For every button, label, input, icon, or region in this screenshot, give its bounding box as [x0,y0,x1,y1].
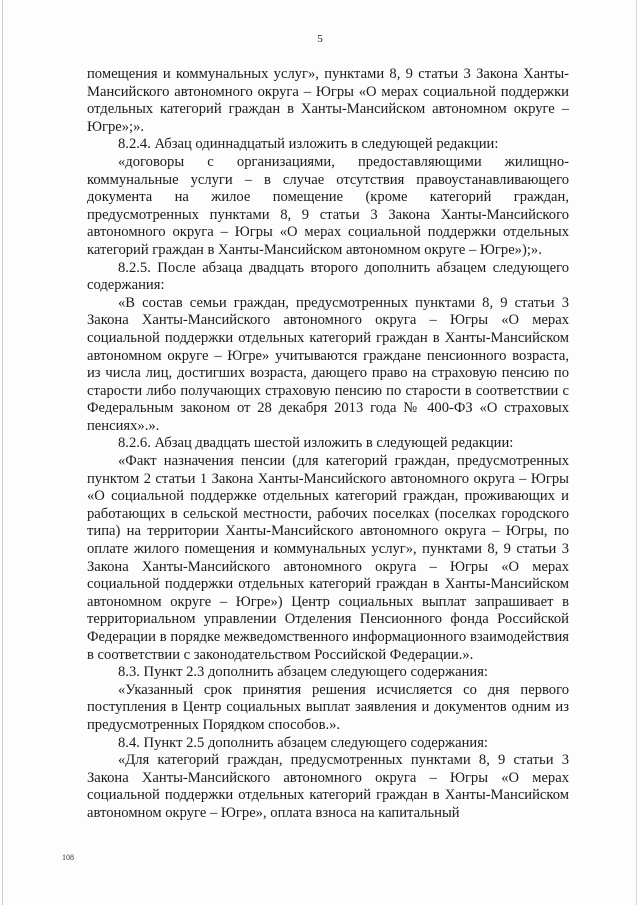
paragraph: помещения и коммунальных услуг», пунктами 8, 9 статьи 3 Закона Ханты-Мансийского автономного округа – Югры «О мерах социальной поддержки отдельных категорий граждан в Ханты-Мансийском автономном округе – Югре»;». [87,66,569,135]
paragraph: 8.2.6. Абзац двадцать шестой изложить в следующей редакции: [118,435,514,452]
paragraph: 8.3. Пункт 2.3 дополнить абзацем следующего содержания: [118,664,488,681]
document-body [87,66,569,823]
paragraph: 8.2.4. Абзац одиннадцатый изложить в следующей редакции: [118,136,499,153]
paragraph: «договоры с организациями, предоставляющими жилищно-коммунальные услуги – в случае отсутствия правоустанавливающего документа на жилое помещение (кроме категорий граждан, предусмотренных пунктами 8, 9 статьи 3 Закона Ханты-Мансийского автономного округа – Югры «О мерах социальной поддержки отдельных категорий граждан в Ханты-Мансийском автономном округе – Югре»);». [87,153,569,258]
paragraph: «Для категорий граждан, предусмотренных пунктами 8, 9 статьи 3 Закона Ханты-Мансийского автономного округа – Югры «О мерах социальной поддержки отдельных категорий граждан в Ханты-Мансийском автономном округе – Югре», оплата взноса на капитальный [87,752,569,821]
page-number: 5 [317,33,323,45]
scan-edge-right [636,0,637,905]
paragraph: «Факт назначения пенсии (для категорий граждан, предусмотренных пунктом 2 статьи 1 Закона Ханты-Мансийского автономного округа – Югры «О социальной поддержке отдельных категорий граждан, проживающих и работающих в сельской местности, рабочих поселках (поселках городского типа) на территории Ханты-Мансийского автономного округа – Югры, по оплате жилого помещения и коммунальных услуг», пунктами 8, 9 статьи 3 Закона Ханты-Мансийского автономного округа – Югры «О мерах социальной поддержки отдельных категорий граждан в Ханты-Мансийском автономном округе – Югре») Центр социальных выплат запрашивает в территориальном управлении Отделения Пенсионного фонда Российской Федерации в порядке межведомственного информационного взаимодействия в соответствии с законодательством Российской Федерации.». [87,453,569,663]
paragraph: 8.2.5. После абзаца двадцать второго дополнить абзацем следующего содержания: [87,259,569,294]
scan-edge-left [2,0,3,905]
paragraph: 8.4. Пункт 2.5 дополнить абзацем следующего содержания: [118,734,488,751]
paragraph: «В состав семьи граждан, предусмотренных пунктами 8, 9 статьи 3 Закона Ханты-Мансийского автономного округа – Югры «О мерах социальной поддержки отдельных категорий граждан в Ханты-Мансийском автономном округе – Югре» учитываются граждане пенсионного возраста, из числа лиц, достигших возраста, дающего право на страховую пенсию по старости либо получающих страховую пенсию по старости в соответствии с Федеральным законом от 28 декабря 2013 года № 400-ФЗ «О страховых пенсиях».». [87,294,569,434]
footer-code: 108 [62,853,74,862]
paragraph: «Указанный срок принятия решения исчисляется со дня первого поступления в Центр социальных выплат заявления и документов одним из предусмотренных Порядком способов.». [87,681,569,733]
